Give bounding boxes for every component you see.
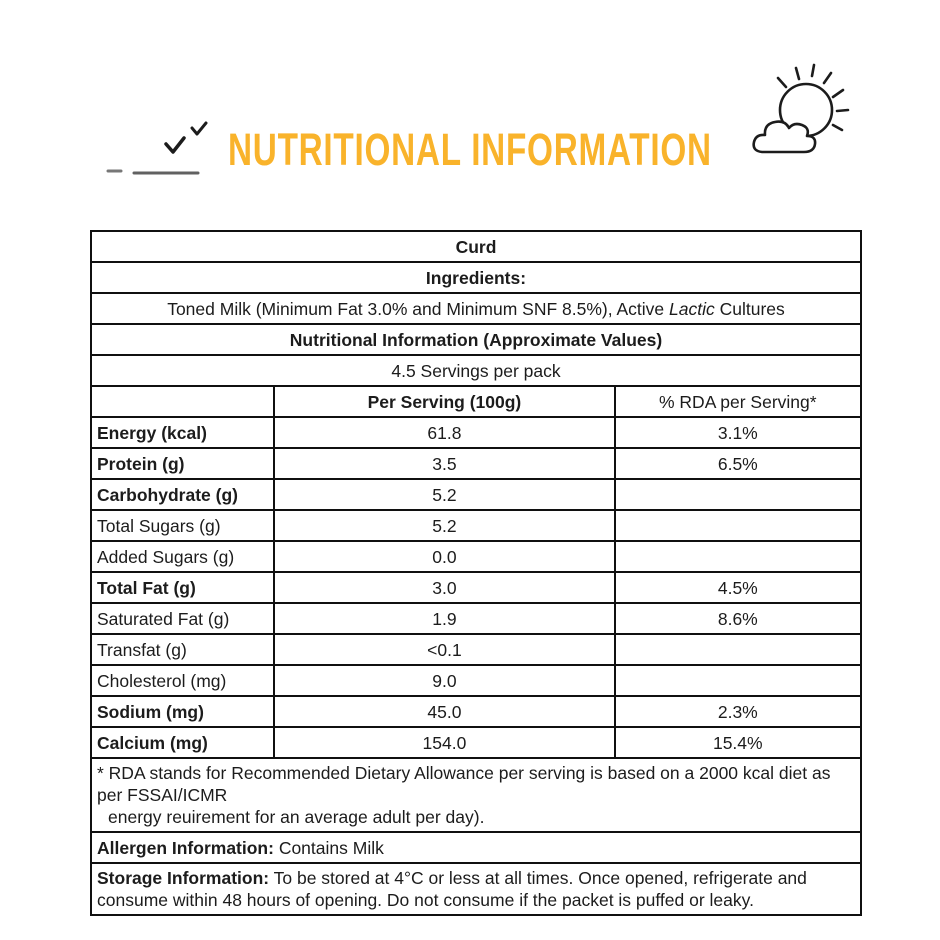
table-row — [91, 541, 861, 572]
per-serving-value: 3.5 — [274, 448, 614, 479]
rda-footnote-line1: * RDA stands for Recommended Dietary Allowance per serving is based on a 2000 kcal diet as per FSSAI/ICMR — [97, 763, 831, 805]
rda-value: 2.3% — [615, 696, 861, 727]
per-serving-value: <0.1 — [274, 634, 614, 665]
table-row — [91, 510, 861, 541]
rda-footnote — [91, 758, 861, 832]
table-row — [91, 634, 861, 665]
table-row — [91, 417, 861, 448]
table-row — [91, 572, 861, 603]
ingredients-heading: Ingredients: — [91, 262, 861, 293]
table-row — [91, 696, 861, 727]
ingredients-prefix: Toned Milk (Minimum Fat 3.0% and Minimum SNF 8.5%), Active — [167, 298, 670, 319]
nutrition-table — [90, 230, 862, 916]
nutrient-label: Total Sugars (g) — [91, 510, 274, 541]
storage-info — [91, 863, 861, 915]
table-row — [91, 231, 861, 262]
product-name: Curd — [91, 231, 861, 262]
nutrient-label: Carbohydrate (g) — [91, 479, 274, 510]
rda-footnote-line2: energy reuirement for an average adult per day). — [108, 807, 485, 827]
rda-value — [615, 665, 861, 696]
table-row — [91, 324, 861, 355]
per-serving-value: 9.0 — [274, 665, 614, 696]
nutrient-label: Cholesterol (mg) — [91, 665, 274, 696]
rda-value: 4.5% — [615, 572, 861, 603]
nutrient-label: Energy (kcal) — [91, 417, 274, 448]
nutrient-label: Added Sugars (g) — [91, 541, 274, 572]
ingredients-italic: Lactic — [669, 298, 715, 319]
per-serving-value: 45.0 — [274, 696, 614, 727]
allergen-info — [91, 832, 861, 863]
allergen-label: Allergen Information: — [97, 837, 274, 858]
per-serving-value: 0.0 — [274, 541, 614, 572]
nutrient-label: Calcium (mg) — [91, 727, 274, 758]
table-row — [91, 386, 861, 417]
per-serving-value: 154.0 — [274, 727, 614, 758]
per-serving-value: 1.9 — [274, 603, 614, 634]
per-serving-value: 3.0 — [274, 572, 614, 603]
table-row — [91, 603, 861, 634]
table-row — [91, 262, 861, 293]
table-row — [91, 758, 861, 832]
rda-value: 8.6% — [615, 603, 861, 634]
col-header-empty — [91, 386, 274, 417]
rda-value: 3.1% — [615, 417, 861, 448]
rda-value — [615, 634, 861, 665]
nutrient-tbody — [91, 417, 861, 758]
rda-value — [615, 510, 861, 541]
storage-text: To be stored at 4°C or less at all times. Once opened, refrigerate and consume within 48 hours of opening. Do not consume if the packet is puffed or leaky. — [97, 868, 807, 910]
table-row — [91, 293, 861, 324]
nutrient-label: Transfat (g) — [91, 634, 274, 665]
table-row — [91, 479, 861, 510]
table-row — [91, 355, 861, 386]
nutrient-label: Sodium (mg) — [91, 696, 274, 727]
ingredients-suffix: Cultures — [714, 298, 785, 319]
page-title-text: NUTRITIONAL INFORMATION — [228, 124, 712, 175]
rda-value: 6.5% — [615, 448, 861, 479]
rda-value: 15.4% — [615, 727, 861, 758]
per-serving-value: 61.8 — [274, 417, 614, 448]
per-serving-value: 5.2 — [274, 510, 614, 541]
col-header-rda: % RDA per Serving* — [615, 386, 861, 417]
rda-value — [615, 541, 861, 572]
col-header-per-serving: Per Serving (100g) — [274, 386, 614, 417]
table-row — [91, 832, 861, 863]
nutrient-label: Protein (g) — [91, 448, 274, 479]
table-row — [91, 448, 861, 479]
table-row — [91, 727, 861, 758]
rda-value — [615, 479, 861, 510]
nutrient-label: Saturated Fat (g) — [91, 603, 274, 634]
table-row — [91, 863, 861, 915]
nutrition-info-heading: Nutritional Information (Approximate Values) — [91, 324, 861, 355]
servings-per-pack: 4.5 Servings per pack — [91, 355, 861, 386]
storage-label: Storage Information: — [97, 868, 270, 888]
table-row — [91, 665, 861, 696]
allergen-text: Contains Milk — [273, 837, 384, 858]
ingredients-text — [91, 293, 861, 324]
per-serving-value: 5.2 — [274, 479, 614, 510]
sun-cloud-doodle — [742, 58, 862, 170]
nutrient-label: Total Fat (g) — [91, 572, 274, 603]
